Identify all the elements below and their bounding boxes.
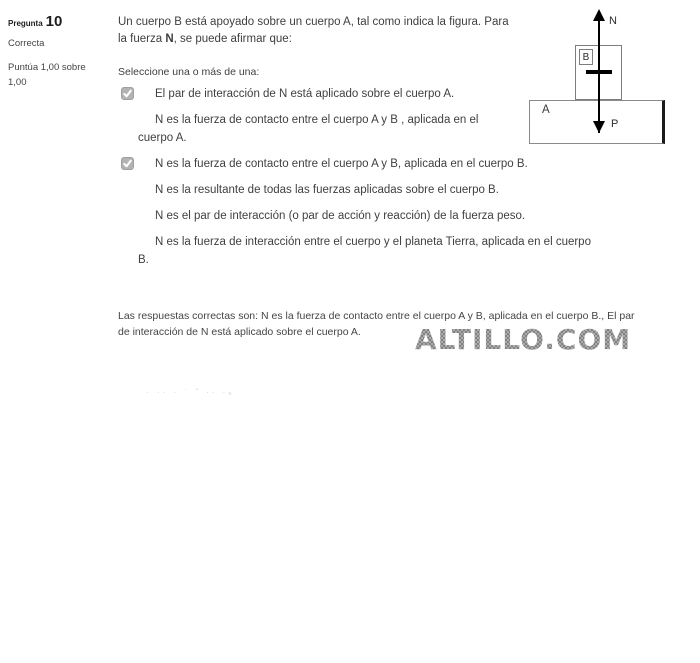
force-p-label: P — [611, 118, 619, 130]
answer-option-3 — [118, 155, 670, 173]
question-text-line2-pre: la fuerza — [118, 33, 166, 45]
arrow-up-n-icon — [593, 9, 605, 21]
checkbox-checked-icon[interactable] — [121, 87, 134, 100]
question-title — [8, 13, 108, 30]
answer-option-label: N es la fuerza de contacto entre el cuerpo A y B , aplicada en el — [155, 114, 479, 126]
faint-marks: · ·· · ˙ ˝ ·· ·ₕ — [146, 388, 235, 397]
answer-option-label: cuerpo A. — [138, 132, 187, 144]
force-n-label: N — [609, 15, 617, 27]
answer-option-label: El par de interacción de N está aplicado sobre el cuerpo A. — [155, 88, 455, 100]
question-text-line1: Un cuerpo B está apoyado sobre un cuerpo A, tal como indica la figura. Para — [118, 16, 509, 28]
feedback-line1: Las respuestas correctas son: N es la fuerza de contacto entre el cuerpo A y B, aplicada en el cuerpo B., El par — [118, 310, 635, 322]
center-tick — [586, 70, 612, 74]
question-label: Pregunta — [8, 19, 43, 28]
question-grade: Puntúa 1,00 sobre 1,00 — [8, 62, 86, 88]
answer-option-label: N es la fuerza de interacción entre el cuerpo y el planeta Tierra, aplicada en el cuerpo — [155, 236, 591, 248]
arrow-down-p-icon — [593, 121, 605, 133]
answer-option-label: N es la fuerza de contacto entre el cuerpo A y B, aplicada en el cuerpo B. — [155, 158, 528, 170]
force-diagram — [520, 8, 672, 148]
question-info-panel — [8, 13, 108, 90]
answer-option-6 — [118, 233, 670, 269]
select-prompt: Seleccione una o más de una: — [118, 66, 260, 78]
body-a-label: A — [542, 104, 550, 116]
answer-option-label: B. — [138, 254, 149, 266]
question-text-line2-post: , se puede afirmar que: — [173, 33, 292, 45]
answer-option-label: N es la resultante de todas las fuerzas aplicadas sobre el cuerpo B. — [155, 184, 499, 196]
altillo-watermark: ALTILLO.COM — [415, 323, 632, 356]
feedback-line2: de interacción de N está aplicado sobre el cuerpo A. — [118, 326, 361, 338]
question-text-bold-n: N — [165, 33, 174, 45]
answer-option-5 — [118, 207, 670, 225]
question-state: Correcta — [8, 38, 45, 49]
question-number: 10 — [45, 13, 63, 30]
answer-option-4 — [118, 181, 670, 199]
answer-option-label: N es el par de interacción (o par de acción y reacción) de la fuerza peso. — [155, 210, 526, 222]
body-b-label: B — [579, 49, 593, 65]
checkbox-checked-icon[interactable] — [121, 157, 134, 170]
